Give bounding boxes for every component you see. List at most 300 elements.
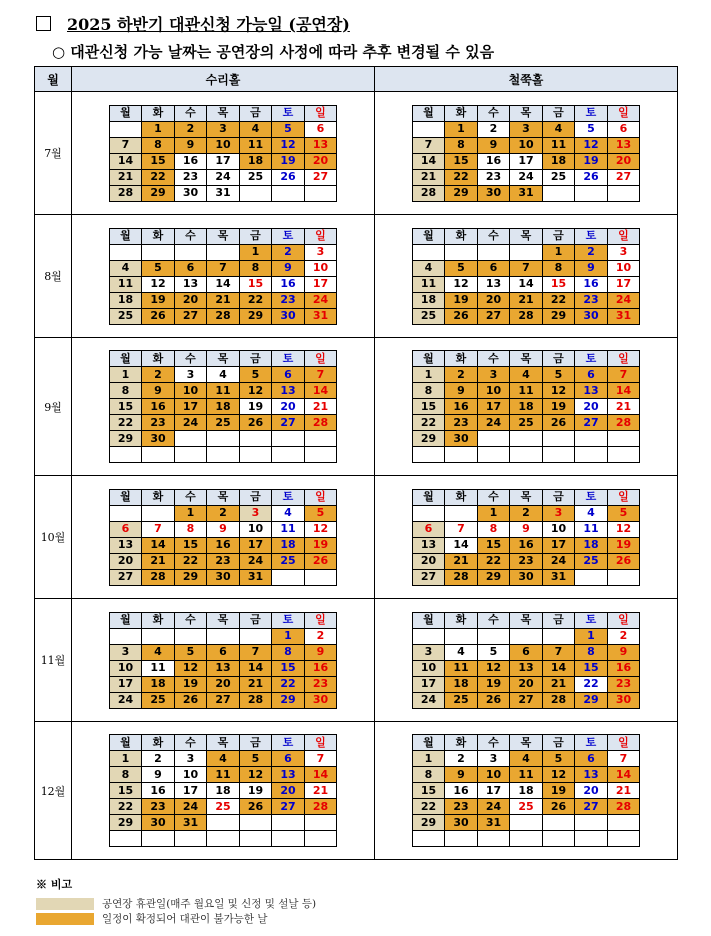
- day-cell: 20: [607, 153, 640, 169]
- week-row: [109, 169, 337, 185]
- weekday-header: 금: [542, 735, 575, 751]
- weekday-header: 월: [109, 228, 142, 244]
- day-cell: 9: [272, 260, 305, 276]
- day-cell: [542, 628, 575, 644]
- weekday-header: 토: [575, 735, 608, 751]
- day-cell: 7: [510, 260, 543, 276]
- day-cell: 4: [510, 367, 543, 383]
- day-cell: 28: [445, 569, 478, 585]
- day-cell: 5: [272, 121, 305, 137]
- weekday-header: 토: [272, 612, 305, 628]
- weekday-header: 일: [607, 612, 640, 628]
- weekday-header: 토: [575, 489, 608, 505]
- week-row: [109, 799, 337, 815]
- week-row: [109, 628, 337, 644]
- weekday-header: 금: [239, 228, 272, 244]
- weekday-header: 월: [109, 489, 142, 505]
- weekday-header: 일: [304, 489, 337, 505]
- day-cell: 19: [607, 537, 640, 553]
- week-row: [109, 383, 337, 399]
- day-cell: 19: [174, 676, 207, 692]
- month-row: [35, 599, 678, 722]
- week-row: [412, 505, 640, 521]
- weekday-header: 수: [477, 735, 510, 751]
- day-cell: 26: [575, 169, 608, 185]
- month-calendar: [109, 350, 338, 463]
- day-cell: 20: [510, 676, 543, 692]
- weekday-header: 일: [607, 105, 640, 121]
- day-cell: [607, 185, 640, 201]
- day-cell: 2: [142, 367, 175, 383]
- day-cell: [239, 628, 272, 644]
- day-cell: 23: [142, 799, 175, 815]
- day-cell: [142, 447, 175, 463]
- day-cell: 7: [207, 260, 240, 276]
- day-cell: 18: [412, 292, 445, 308]
- day-cell: [304, 447, 337, 463]
- day-cell: 12: [607, 521, 640, 537]
- day-cell: 16: [445, 399, 478, 415]
- month-label: 11월: [35, 599, 72, 722]
- week-row: [412, 415, 640, 431]
- weekday-header: 금: [542, 228, 575, 244]
- day-cell: 7: [445, 521, 478, 537]
- day-cell: 26: [174, 692, 207, 708]
- weekday-header: 토: [575, 351, 608, 367]
- weekday-header: 화: [142, 489, 175, 505]
- day-cell: [542, 815, 575, 831]
- weekday-header: 목: [207, 612, 240, 628]
- week-row: [412, 367, 640, 383]
- calendar-cell: [375, 215, 678, 338]
- weekday-header: 목: [510, 735, 543, 751]
- day-cell: [239, 815, 272, 831]
- calendar-cell: [72, 599, 375, 722]
- weekday-header: 수: [477, 612, 510, 628]
- checkbox-square-icon: [36, 16, 51, 31]
- weekday-header: 화: [142, 612, 175, 628]
- day-cell: 7: [304, 751, 337, 767]
- day-cell: 12: [542, 383, 575, 399]
- calendar-cell: [375, 599, 678, 722]
- weekday-header-row: [412, 735, 640, 751]
- month-calendar: [109, 228, 338, 325]
- day-cell: 11: [207, 767, 240, 783]
- day-cell: [239, 431, 272, 447]
- day-cell: 10: [109, 660, 142, 676]
- day-cell: 14: [304, 383, 337, 399]
- day-cell: 23: [272, 292, 305, 308]
- day-cell: 2: [477, 121, 510, 137]
- weekday-header: 월: [109, 612, 142, 628]
- week-row: [412, 276, 640, 292]
- week-row: [109, 153, 337, 169]
- day-cell: 9: [142, 767, 175, 783]
- day-cell: 18: [510, 783, 543, 799]
- day-cell: 4: [207, 751, 240, 767]
- weekday-header: 월: [412, 228, 445, 244]
- day-cell: [445, 628, 478, 644]
- day-cell: 15: [239, 276, 272, 292]
- day-cell: 2: [445, 367, 478, 383]
- day-cell: 1: [412, 751, 445, 767]
- week-row: [412, 431, 640, 447]
- day-cell: 1: [239, 244, 272, 260]
- day-cell: [445, 244, 478, 260]
- day-cell: 12: [304, 521, 337, 537]
- day-cell: 30: [445, 815, 478, 831]
- day-cell: [109, 628, 142, 644]
- week-row: [109, 783, 337, 799]
- day-cell: 17: [510, 153, 543, 169]
- day-cell: 26: [272, 169, 305, 185]
- week-row: [412, 121, 640, 137]
- calendar-cell: [375, 92, 678, 215]
- week-row: [109, 831, 337, 847]
- day-cell: 31: [207, 185, 240, 201]
- day-cell: 25: [142, 692, 175, 708]
- day-cell: [272, 185, 305, 201]
- month-calendar: [412, 228, 641, 325]
- calendar-cell: [375, 476, 678, 599]
- day-cell: 29: [477, 569, 510, 585]
- day-cell: [272, 831, 305, 847]
- day-cell: 27: [607, 169, 640, 185]
- weekday-header: 목: [207, 489, 240, 505]
- weekday-header: 토: [575, 105, 608, 121]
- day-cell: 4: [412, 260, 445, 276]
- day-cell: 17: [174, 399, 207, 415]
- day-cell: 1: [109, 367, 142, 383]
- day-cell: [510, 447, 543, 463]
- day-cell: 5: [304, 505, 337, 521]
- day-cell: 25: [445, 692, 478, 708]
- day-cell: [174, 628, 207, 644]
- legend-text-closed: 공연장 휴관일(매주 월요일 및 신정 및 설날 등): [102, 898, 317, 910]
- day-cell: 3: [412, 644, 445, 660]
- day-cell: 18: [510, 399, 543, 415]
- day-cell: [607, 447, 640, 463]
- week-row: [412, 660, 640, 676]
- day-cell: 8: [575, 644, 608, 660]
- week-row: [109, 415, 337, 431]
- week-row: [412, 292, 640, 308]
- weekday-header: 월: [109, 105, 142, 121]
- day-cell: 31: [477, 815, 510, 831]
- day-cell: 14: [304, 767, 337, 783]
- day-cell: 20: [272, 783, 305, 799]
- day-cell: 13: [174, 276, 207, 292]
- day-cell: [272, 815, 305, 831]
- day-cell: [445, 447, 478, 463]
- week-row: [412, 447, 640, 463]
- day-cell: 4: [142, 644, 175, 660]
- day-cell: 2: [142, 751, 175, 767]
- day-cell: 19: [304, 537, 337, 553]
- day-cell: 26: [304, 553, 337, 569]
- week-row: [109, 537, 337, 553]
- day-cell: 26: [607, 553, 640, 569]
- day-cell: 24: [304, 292, 337, 308]
- weekday-header-row: [109, 105, 337, 121]
- day-cell: 7: [109, 137, 142, 153]
- day-cell: [142, 505, 175, 521]
- week-row: [109, 644, 337, 660]
- day-cell: 24: [412, 692, 445, 708]
- weekday-header: 토: [272, 105, 305, 121]
- day-cell: [510, 628, 543, 644]
- day-cell: 14: [239, 660, 272, 676]
- day-cell: 21: [109, 169, 142, 185]
- day-cell: 11: [142, 660, 175, 676]
- day-cell: 21: [607, 399, 640, 415]
- day-cell: 25: [510, 799, 543, 815]
- weekday-header-row: [412, 351, 640, 367]
- day-cell: 22: [445, 169, 478, 185]
- day-cell: 15: [109, 783, 142, 799]
- week-row: [109, 767, 337, 783]
- day-cell: 6: [477, 260, 510, 276]
- week-row: [109, 521, 337, 537]
- day-cell: 9: [207, 521, 240, 537]
- weekday-header: 월: [109, 735, 142, 751]
- day-cell: 28: [304, 799, 337, 815]
- legend-swatch-booked: [36, 913, 94, 925]
- day-cell: 21: [142, 553, 175, 569]
- weekday-header: 화: [445, 351, 478, 367]
- weekday-header: 일: [304, 228, 337, 244]
- day-cell: 14: [142, 537, 175, 553]
- day-cell: 26: [239, 799, 272, 815]
- day-cell: 13: [477, 276, 510, 292]
- day-cell: 30: [142, 431, 175, 447]
- week-row: [109, 569, 337, 585]
- day-cell: 12: [477, 660, 510, 676]
- month-calendar: [412, 734, 641, 847]
- month-column-header: 월: [35, 67, 72, 92]
- day-cell: 19: [272, 153, 305, 169]
- weekday-header: 화: [142, 228, 175, 244]
- day-cell: 18: [542, 153, 575, 169]
- day-cell: [304, 569, 337, 585]
- day-cell: 27: [575, 799, 608, 815]
- week-row: [412, 783, 640, 799]
- day-cell: 14: [207, 276, 240, 292]
- day-cell: 24: [477, 415, 510, 431]
- legend-text-booked: 일정이 확정되어 대관이 불가능한 날: [102, 913, 268, 925]
- day-cell: 21: [445, 553, 478, 569]
- week-row: [412, 521, 640, 537]
- day-cell: 22: [412, 799, 445, 815]
- day-cell: 17: [607, 276, 640, 292]
- day-cell: 27: [207, 692, 240, 708]
- day-cell: 7: [542, 644, 575, 660]
- weekday-header-row: [109, 489, 337, 505]
- day-cell: [142, 628, 175, 644]
- day-cell: 17: [207, 153, 240, 169]
- day-cell: 1: [575, 628, 608, 644]
- day-cell: 25: [412, 308, 445, 324]
- day-cell: 25: [575, 553, 608, 569]
- weekday-header: 수: [477, 228, 510, 244]
- month-calendar: [109, 734, 338, 847]
- day-cell: 24: [207, 169, 240, 185]
- month-row: [35, 215, 678, 338]
- month-label: 10월: [35, 476, 72, 599]
- day-cell: 30: [510, 569, 543, 585]
- day-cell: 3: [304, 244, 337, 260]
- weekday-header-row: [412, 489, 640, 505]
- week-row: [109, 505, 337, 521]
- day-cell: 8: [542, 260, 575, 276]
- day-cell: 27: [174, 308, 207, 324]
- day-cell: 7: [142, 521, 175, 537]
- day-cell: 28: [542, 692, 575, 708]
- day-cell: 20: [109, 553, 142, 569]
- day-cell: [445, 505, 478, 521]
- day-cell: 27: [272, 415, 305, 431]
- day-cell: 3: [174, 367, 207, 383]
- day-cell: 24: [174, 415, 207, 431]
- day-cell: 26: [239, 415, 272, 431]
- day-cell: [142, 831, 175, 847]
- day-cell: [174, 447, 207, 463]
- weekday-header: 월: [412, 351, 445, 367]
- month-label: 12월: [35, 722, 72, 860]
- day-cell: 8: [412, 383, 445, 399]
- day-cell: 28: [109, 185, 142, 201]
- day-cell: 18: [207, 399, 240, 415]
- day-cell: 2: [607, 628, 640, 644]
- week-row: [412, 153, 640, 169]
- month-row: [35, 338, 678, 476]
- weekday-header: 화: [142, 105, 175, 121]
- week-row: [109, 185, 337, 201]
- day-cell: [109, 447, 142, 463]
- day-cell: 5: [239, 367, 272, 383]
- day-cell: 14: [412, 153, 445, 169]
- day-cell: 13: [207, 660, 240, 676]
- week-row: [412, 383, 640, 399]
- weekday-header: 금: [542, 489, 575, 505]
- day-cell: 27: [575, 415, 608, 431]
- day-cell: 11: [239, 137, 272, 153]
- day-cell: 28: [412, 185, 445, 201]
- day-cell: 10: [207, 137, 240, 153]
- day-cell: 4: [542, 121, 575, 137]
- weekday-header: 화: [445, 105, 478, 121]
- week-row: [109, 137, 337, 153]
- day-cell: [510, 244, 543, 260]
- week-row: [109, 399, 337, 415]
- weekday-header: 화: [142, 351, 175, 367]
- day-cell: 17: [109, 676, 142, 692]
- day-cell: 23: [142, 415, 175, 431]
- day-cell: 20: [477, 292, 510, 308]
- weekday-header-row: [412, 228, 640, 244]
- day-cell: 23: [445, 415, 478, 431]
- day-cell: 1: [477, 505, 510, 521]
- weekday-header: 화: [445, 735, 478, 751]
- day-cell: 15: [445, 153, 478, 169]
- day-cell: 3: [477, 367, 510, 383]
- day-cell: 5: [174, 644, 207, 660]
- legend-swatch-closed: [36, 898, 94, 910]
- day-cell: 25: [510, 415, 543, 431]
- day-cell: 30: [607, 692, 640, 708]
- day-cell: 18: [575, 537, 608, 553]
- day-cell: 28: [239, 692, 272, 708]
- day-cell: 26: [477, 692, 510, 708]
- month-calendar: [109, 105, 338, 202]
- day-cell: 20: [174, 292, 207, 308]
- day-cell: 25: [109, 308, 142, 324]
- day-cell: [510, 831, 543, 847]
- day-cell: 10: [607, 260, 640, 276]
- weekday-header: 토: [272, 489, 305, 505]
- day-cell: 9: [445, 383, 478, 399]
- day-cell: 11: [445, 660, 478, 676]
- day-cell: 18: [445, 676, 478, 692]
- day-cell: 1: [542, 244, 575, 260]
- month-calendar: [412, 105, 641, 202]
- day-cell: 23: [477, 169, 510, 185]
- weekday-header: 토: [272, 351, 305, 367]
- day-cell: 30: [477, 185, 510, 201]
- note-heading: ※ 비고: [36, 878, 73, 891]
- day-cell: [109, 121, 142, 137]
- day-cell: 7: [412, 137, 445, 153]
- day-cell: 30: [174, 185, 207, 201]
- day-cell: 30: [207, 569, 240, 585]
- day-cell: 12: [142, 276, 175, 292]
- day-cell: [207, 831, 240, 847]
- day-cell: 13: [607, 137, 640, 153]
- day-cell: 17: [477, 783, 510, 799]
- day-cell: 19: [142, 292, 175, 308]
- day-cell: 28: [304, 415, 337, 431]
- day-cell: 16: [575, 276, 608, 292]
- day-cell: 30: [575, 308, 608, 324]
- day-cell: 4: [207, 367, 240, 383]
- day-cell: [575, 185, 608, 201]
- weekday-header: 토: [575, 228, 608, 244]
- day-cell: 29: [142, 185, 175, 201]
- day-cell: 5: [239, 751, 272, 767]
- week-row: [412, 751, 640, 767]
- day-cell: 9: [607, 644, 640, 660]
- week-row: [412, 676, 640, 692]
- day-cell: [412, 447, 445, 463]
- day-cell: 3: [174, 751, 207, 767]
- calendar-cell: [72, 338, 375, 476]
- day-cell: 20: [304, 153, 337, 169]
- day-cell: 19: [445, 292, 478, 308]
- day-cell: 10: [542, 521, 575, 537]
- day-cell: 14: [607, 383, 640, 399]
- day-cell: 23: [510, 553, 543, 569]
- day-cell: 12: [445, 276, 478, 292]
- day-cell: 4: [510, 751, 543, 767]
- day-cell: 22: [109, 799, 142, 815]
- day-cell: 10: [477, 767, 510, 783]
- day-cell: 21: [607, 783, 640, 799]
- day-cell: 13: [412, 537, 445, 553]
- weekday-header: 일: [607, 351, 640, 367]
- weekday-header: 금: [542, 105, 575, 121]
- day-cell: 14: [607, 767, 640, 783]
- day-cell: 8: [445, 137, 478, 153]
